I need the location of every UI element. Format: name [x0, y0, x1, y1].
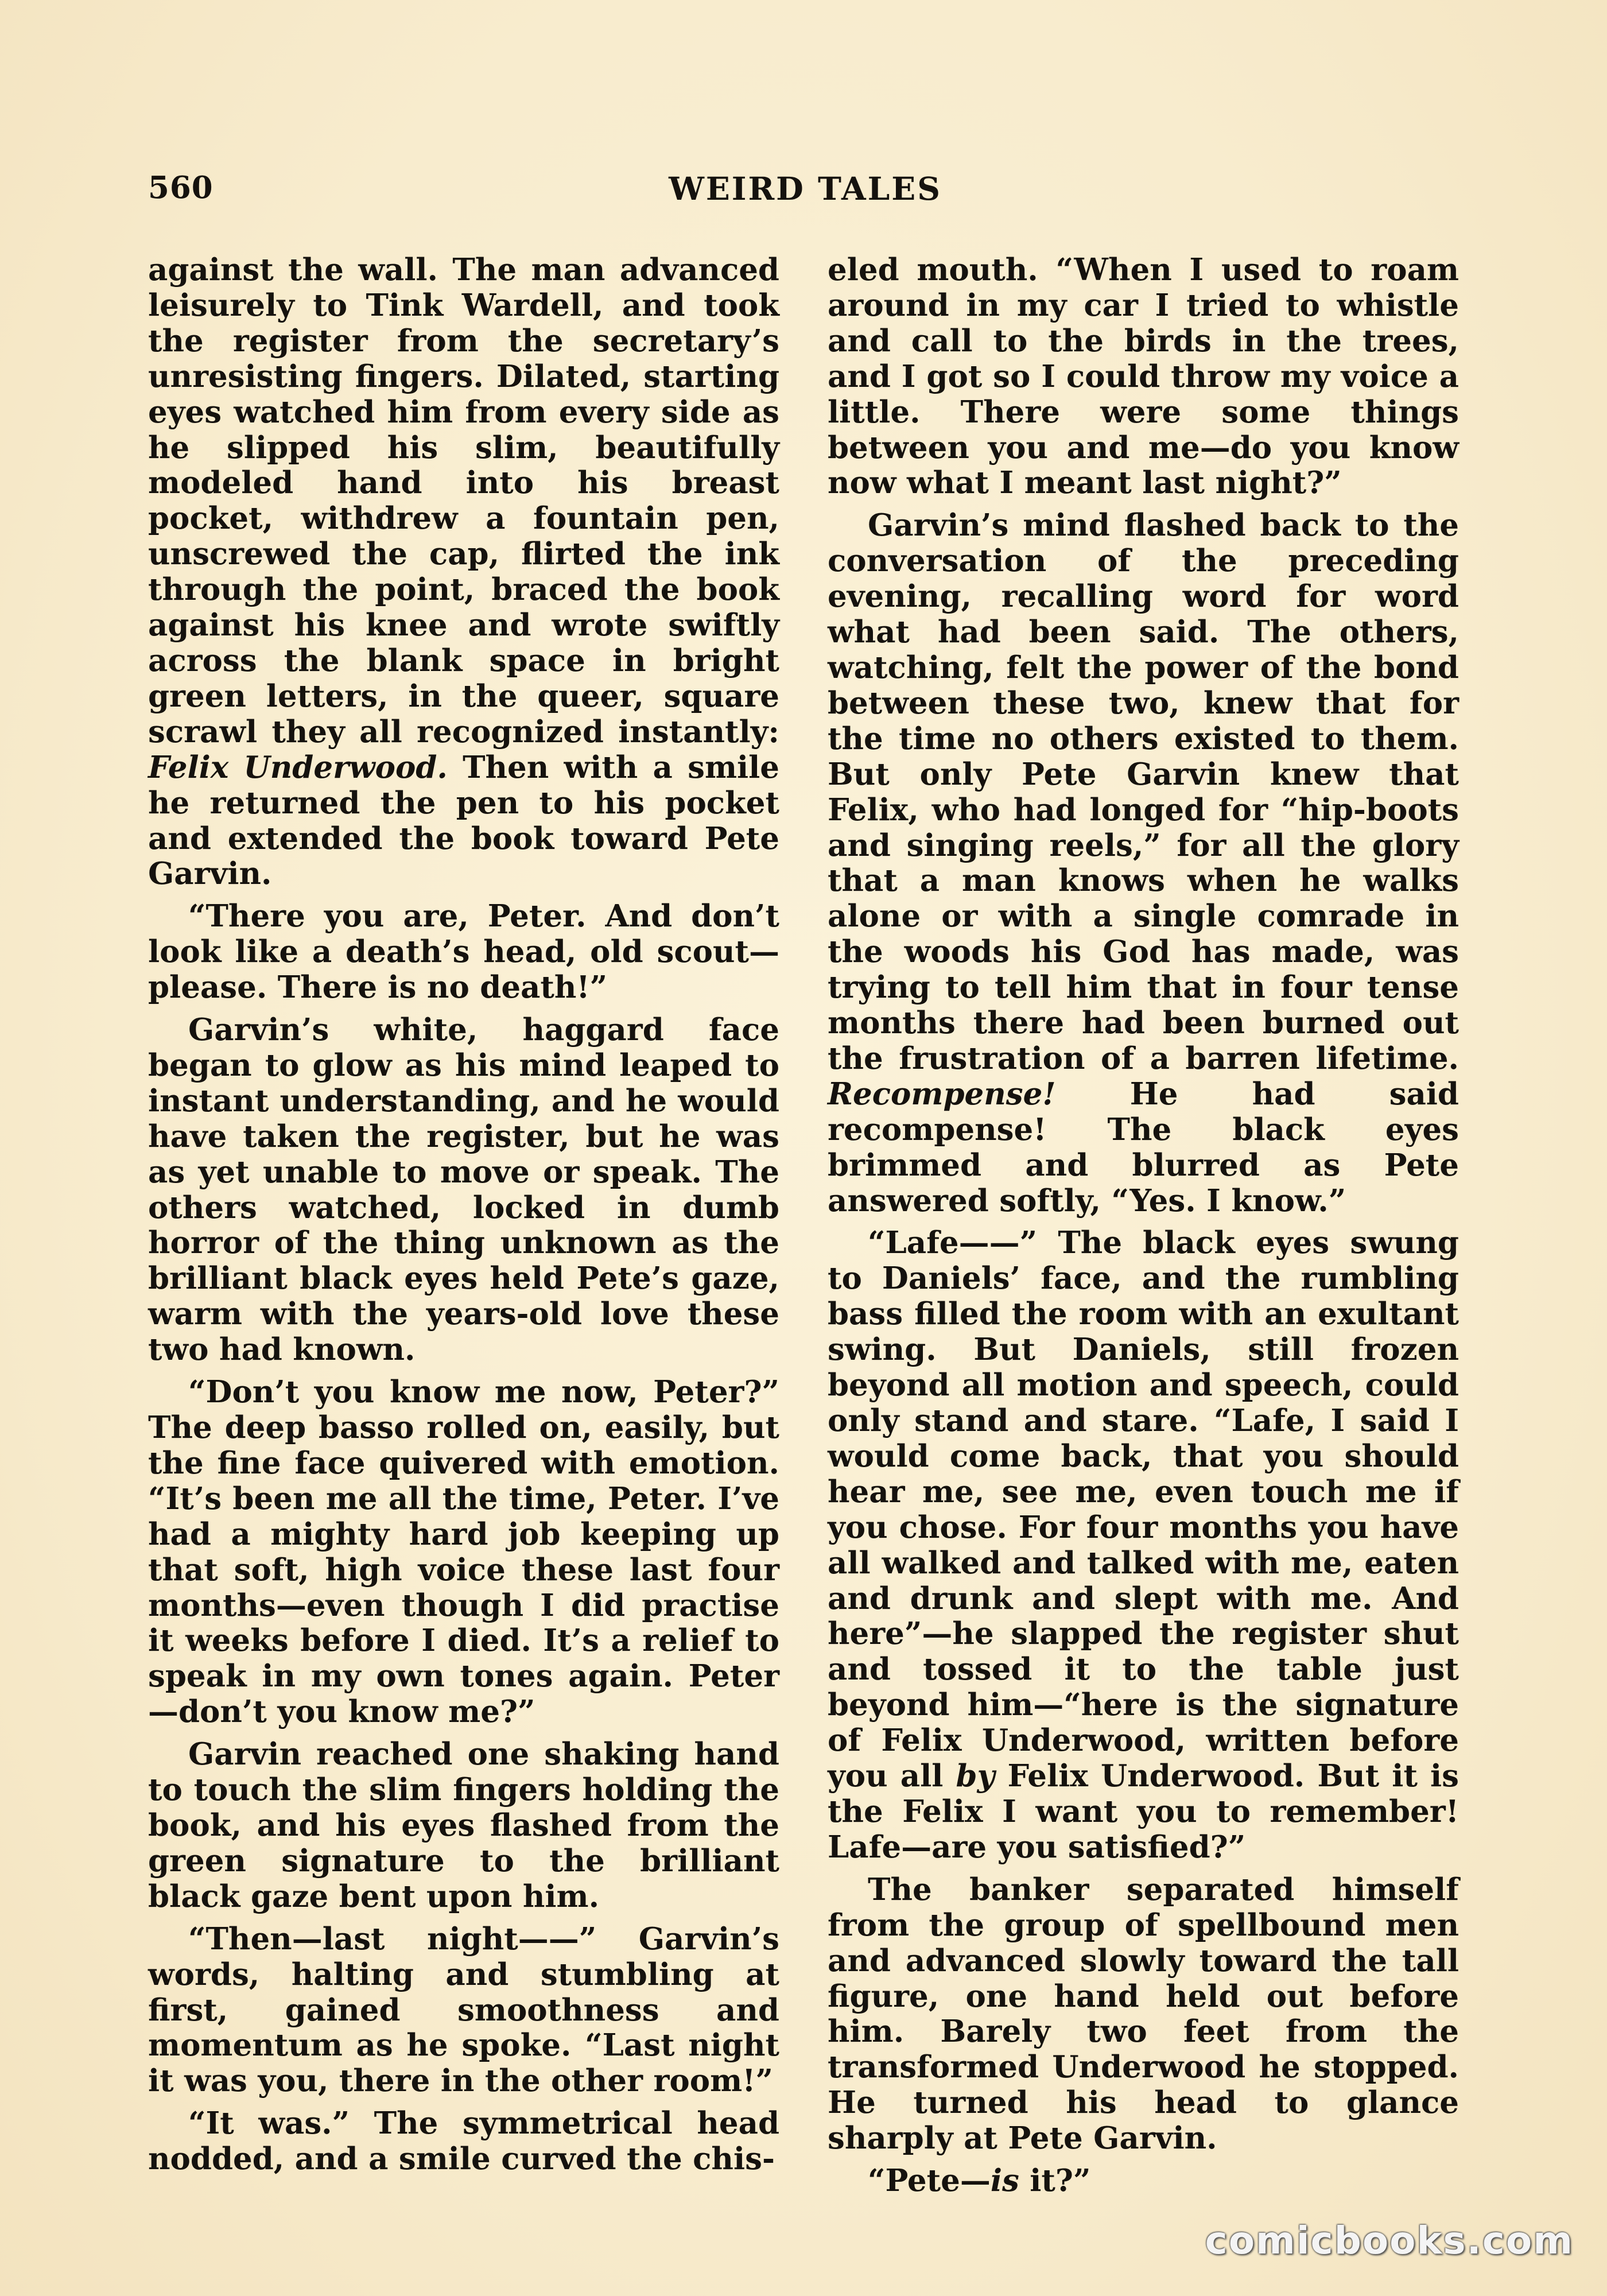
- italic-signature: Felix Underwood.: [148, 749, 448, 785]
- italic-word: Recompense!: [828, 1076, 1056, 1112]
- paragraph: “It was.” The symmetrical head nodded, and a smile curved the chis-: [148, 2105, 779, 2177]
- paragraph: Garvin’s white, haggard face began to glow as his mind leaped to instant understanding, and he would have taken the register, but he was as yet unable to move or speak. The others watched, locked in dumb horror of the thing unknown as the brilliant black eyes held Pete’s gaze, warm with the years-old love these two had known.: [148, 1012, 779, 1368]
- page-number: 560: [148, 170, 214, 205]
- paragraph-text: He had said recompense! The black eyes brimmed and blurred as Pete answered softly, “Yes. I know.”: [828, 1076, 1459, 1219]
- paragraph: [828, 1225, 1459, 1865]
- paragraph: “Don’t you know me now, Peter?” The deep basso rolled on, easily, but the fine face quivered with emotion. “It’s been me all the time, Peter. I’ve had a mighty hard job keeping up that soft, high voice these last four months—even though I did practise it weeks before I died. It’s a relief to speak in my own tones again. Peter—don’t you know me?”: [148, 1374, 779, 1730]
- left-column: [148, 253, 779, 2184]
- watermark-logo: comicbooks.com: [1205, 2219, 1574, 2263]
- paragraph-text: it?”: [1019, 2163, 1091, 2199]
- paragraph-text: Felix Underwood. But it is the Felix I want you to remember! Lafe—are you satisfied?”: [828, 1758, 1460, 1865]
- paragraph: Garvin reached one shaking hand to touch the slim fingers holding the book, and his eyes flashed from the green signature to the brilliant black gaze bent upon him.: [148, 1736, 779, 1914]
- paragraph: eled mouth. “When I used to roam around in my car I tried to whistle and call to the birds in the trees, and I got so I could throw my voice a little. There were some things between you and me—do you know now what I meant last night?”: [828, 252, 1459, 501]
- paragraph-text: “Lafe——” The black eyes swung to Daniels’ face, and the rumbling bass filled the room with an exultant swing. But Daniels, still frozen beyond all motion and speech, could only stand and stare. “Lafe, I said I would come back, that you should hear me, see me, even touch me if you chose. For four months you have all walked and talked with me, eaten and drunk and slept with me. And here”—he slapped the register shut and tossed it to the table just beyond him—“here is the signature of Felix Underwood, written before you all: [828, 1225, 1459, 1794]
- italic-word: is: [990, 2163, 1019, 2199]
- paragraph: “There you are, Peter. And don’t look like a death’s head, old scout—please. There is no death!”: [148, 898, 779, 1006]
- paragraph: The banker separated himself from the group of spellbound men and advanced slowly toward the tall figure, one hand held out before him. Barely two feet from the transformed Underwood he stopped. He turned his head to glance sharply at Pete Garvin.: [828, 1871, 1459, 2157]
- paragraph: [148, 253, 779, 892]
- paragraph: [828, 2163, 1459, 2199]
- paragraph-text: Then with a smile he returned the pen to his pocket and extended the book toward Pete Garvin.: [148, 749, 780, 892]
- page-header: [148, 170, 1462, 216]
- paragraph-text: Garvin’s mind flashed back to the conversation of the preceding evening, recalling word for word what had been said. The others, watching, felt the power of the bond between these two, knew that for the time no others existed to them. But only Pete Garvin knew that Felix, who had longed for “hip-boots and singing reels,” for all the glory that a man knows when he walks alone or with a single comrade in the woods his God has made, was trying to tell him that in four tense months there had been burned out the frustration of a barren lifetime.: [828, 507, 1459, 1076]
- running-head: WEIRD TALES: [669, 170, 942, 207]
- paragraph-text: “Pete—: [868, 2163, 991, 2199]
- paragraph: “Then—last night——” Garvin’s words, halting and stumbling at first, gained smoothness and momentum as he spoke. “Last night it was you, there in the other room!”: [148, 1921, 779, 2099]
- paragraph-text: against the wall. The man advanced leisurely to Tink Wardell, and took the register from the secretary’s unresisting fingers. Dilated, starting eyes watched him from every side as he slipped his slim, beautifully modeled hand into his breast pocket, withdrew a fountain pen, unscrewed the cap, flirted the ink through the point, braced the book against his knee and wrote swiftly across the blank space in bright green letters, in the queer, square scrawl they all recognized instantly:: [148, 252, 779, 750]
- italic-word: by: [956, 1758, 995, 1794]
- right-column: [828, 253, 1459, 2206]
- paragraph: [828, 508, 1459, 1219]
